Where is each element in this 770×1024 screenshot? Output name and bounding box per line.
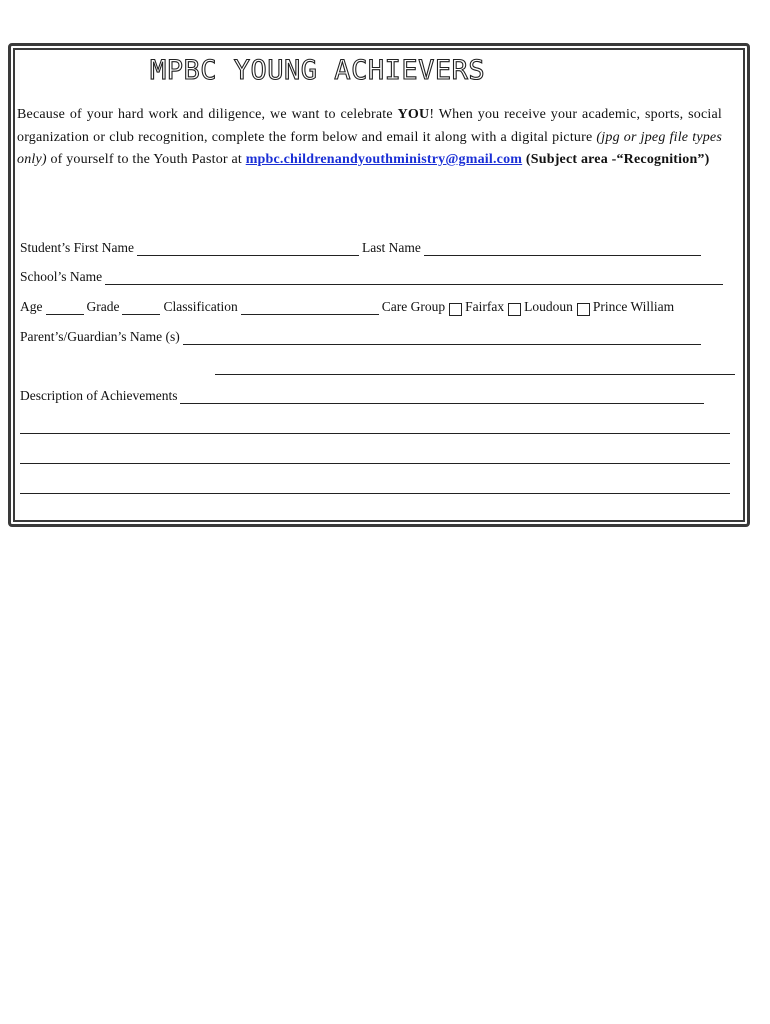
school-field[interactable]: [105, 270, 723, 285]
school-row: [20, 269, 726, 285]
prince-william-label: Prince William: [592, 299, 675, 314]
grade-field[interactable]: [122, 300, 160, 315]
classification-label: Classification: [163, 299, 238, 314]
intro-paragraph: [17, 104, 722, 172]
first-name-label: Student’s First Name: [20, 240, 134, 255]
email-link[interactable]: mpbc.childrenandyouthministry@gmail.com: [245, 152, 523, 167]
intro-text-1: Because of your hard work and diligence, we want to celebrate: [17, 107, 398, 122]
intro-you: YOU: [397, 107, 430, 122]
parents-field[interactable]: [183, 330, 701, 345]
intro-text-2: ! When you receive your academic, sports, social organization or club recognition, complete the form below and email it along with a digital picture: [17, 107, 722, 145]
loudoun-checkbox[interactable]: [508, 303, 521, 316]
fairfax-label: Fairfax: [465, 299, 505, 314]
grade-label: Grade: [86, 299, 120, 314]
school-label: School’s Name: [20, 269, 103, 284]
intro-file-types: (jpg or jpeg file types only): [17, 129, 722, 167]
parents-row: [20, 329, 704, 345]
first-name-field[interactable]: [137, 241, 359, 256]
last-name-field[interactable]: [424, 241, 701, 256]
description-row: [20, 388, 707, 404]
classification-field[interactable]: [241, 300, 379, 315]
intro-subject: (Subject area -“Recognition”): [522, 152, 710, 167]
parents-label: Parent’s/Guardian’s Name (s): [20, 329, 180, 344]
description-field[interactable]: [180, 389, 704, 404]
age-field[interactable]: [46, 300, 84, 315]
description-line-3[interactable]: [20, 463, 730, 464]
form-title: MPBC YOUNG ACHIEVERS: [150, 55, 486, 86]
loudoun-label: Loudoun: [524, 299, 573, 314]
intro-text-3: of yourself to the Youth Pastor at: [46, 152, 246, 167]
age-label: Age: [20, 299, 43, 314]
prince-william-checkbox[interactable]: [577, 303, 590, 316]
description-line-2[interactable]: [20, 433, 730, 434]
details-row: [20, 299, 674, 315]
name-row: [20, 240, 704, 256]
description-label: Description of Achievements: [20, 388, 178, 403]
last-name-label: Last Name: [362, 240, 421, 255]
fairfax-checkbox[interactable]: [449, 303, 462, 316]
description-line-4[interactable]: [20, 493, 730, 494]
care-group-label: Care Group: [381, 299, 446, 314]
parents-field-2[interactable]: [215, 374, 735, 375]
